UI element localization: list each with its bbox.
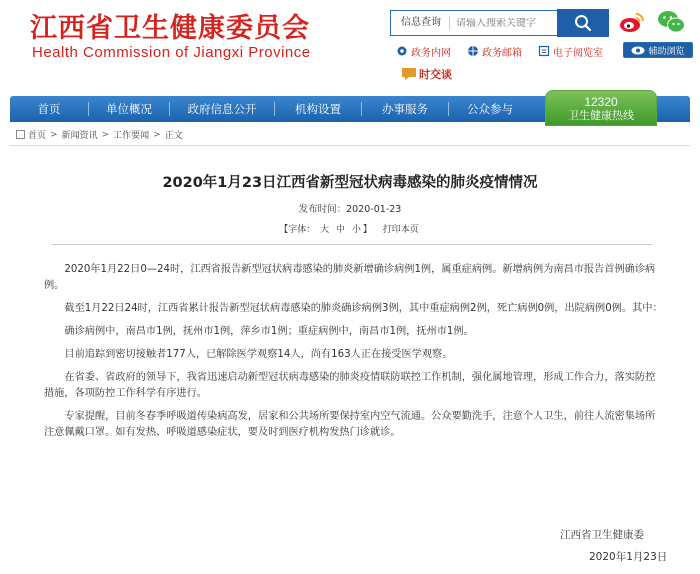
hotline-number: 12320 [584, 95, 618, 109]
font-size-large[interactable]: 大 [320, 225, 330, 235]
article-divider [52, 244, 652, 245]
print-page-link[interactable]: 打印本页 [382, 225, 419, 235]
breadcrumb-separator: > [101, 129, 110, 140]
wechat-icon[interactable] [657, 9, 685, 35]
breadcrumb-separator: > [50, 129, 58, 140]
nav-public-participation[interactable]: 公众参与 [467, 102, 513, 116]
breadcrumb-home[interactable]: 首页 [28, 131, 47, 141]
search-button[interactable] [557, 9, 609, 37]
publish-date: 发布时间：2020-01-23 [298, 204, 402, 215]
search-category-select[interactable]: 信息查询 [391, 16, 450, 30]
hotline-label: 卫生健康热线 [568, 109, 634, 122]
article-paragraph: 目前追踪到密切接触者177人，已解除医学观察14人，尚有163人正在接受医学观察。 [64, 349, 453, 360]
site-header [0, 0, 700, 92]
globe-icon [467, 45, 479, 57]
quick-links [396, 43, 619, 59]
weibo-icon[interactable] [619, 10, 645, 34]
font-size-medium[interactable]: 中 [335, 225, 345, 235]
e-reading-room-link[interactable]: 电子阅览室 [538, 44, 603, 59]
eye-icon [631, 46, 645, 55]
article-title: 2020年1月23日江西省新型冠状病毒感染的肺炎疫情情况 [162, 175, 538, 191]
nav-unit-overview[interactable]: 单位概况 [106, 102, 152, 116]
online-chat-link[interactable]: 时交谈 [400, 66, 452, 82]
chat-bubble-icon [400, 67, 418, 81]
search-icon [574, 14, 592, 32]
breadcrumb-news[interactable]: 新闻资讯 [61, 131, 98, 141]
nav-services[interactable]: 办事服务 [382, 102, 428, 116]
book-icon [538, 45, 550, 57]
article-paragraph: 在省委、省政府的领导下，我省迅速启动新型冠状病毒感染的肺炎疫情联防联控工作机制，强化属地管理，形成工作合力，落实防控措施，各项防控工作科学有序进行。 [44, 372, 656, 399]
search-input[interactable] [450, 18, 570, 29]
article-paragraph: 专家提醒，目前冬春季呼吸道传染病高发，居家和公共场所要保持室内空气流通。公众要勤洗手，注意个人卫生，前往人流密集场所注意佩戴口罩。如有发热、呼吸道感染症状，要及时到医疗机构发热门诊就诊。 [44, 411, 656, 438]
article-sign-date: 2020年1月23日 [589, 551, 668, 563]
site-logo-cn[interactable]: 江西省卫生健康委员会 [30, 13, 310, 44]
article-paragraph: 2020年1月22日0—24时，江西省报告新型冠状病毒感染的肺炎新增确诊病例1例，属重症病例。新增病例为南昌市报告首例确诊病例。 [44, 264, 656, 291]
hotline-tab[interactable] [545, 90, 657, 126]
breadcrumb-current: 正文 [164, 131, 183, 141]
breadcrumb-work-news[interactable]: 工作要闻 [113, 131, 150, 141]
article-body [44, 262, 664, 448]
article-paragraph: 确诊病例中，南昌市1例，抚州市1例，萍乡市1例；重症病例中，南昌市1例，抚州市1例。 [64, 326, 474, 337]
email-link[interactable]: 政务邮箱 [467, 44, 522, 59]
site-logo-en[interactable]: Health Commission of Jiangxi Province [32, 44, 311, 61]
breadcrumb-separator: > [153, 129, 161, 140]
font-size-small[interactable]: 小 [351, 225, 361, 235]
nav-home[interactable]: 首页 [37, 102, 61, 116]
article-signature: 江西省卫生健康委 [560, 529, 644, 541]
breadcrumb [16, 128, 183, 141]
breadcrumb-divider [10, 145, 690, 146]
article-paragraph: 截至1月22日24时，江西省累计报告新型冠状病毒感染的肺炎确诊病例3例，其中重症病例2例，死亡病例0例，出院病例0例。其中： [64, 303, 663, 314]
home-icon [16, 130, 25, 139]
article-tools: 【字体： 大 中 小 】 打印本页 [279, 225, 419, 235]
gear-icon [396, 45, 408, 57]
nav-institutions[interactable]: 机构设置 [295, 102, 341, 116]
accessible-browse-button[interactable]: 辅助浏览 [623, 42, 693, 58]
nav-gov-info[interactable]: 政府信息公开 [187, 102, 257, 116]
intranet-link[interactable]: 政务内网 [396, 44, 451, 59]
